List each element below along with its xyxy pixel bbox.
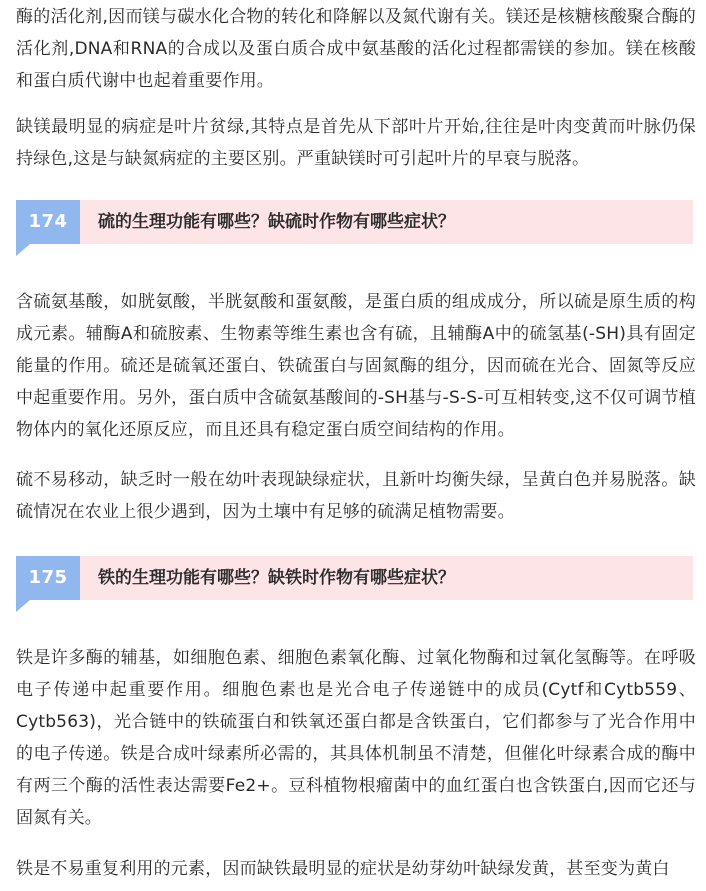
paragraph-magnesium-function: 酶的活化剂,因而镁与碳水化合物的转化和降解以及氮代谢有关。镁还是核糖核酸聚合酶的活化剂,DNA和RNA的合成以及蛋白质合成中氨基酸的活化过程都需镁的参加。镁在核酸和蛋白质代谢中也起着重要作用。 <box>16 7 696 91</box>
question-header-174 <box>16 200 693 244</box>
paragraph-iron-function: 铁是许多酶的辅基，如细胞色素、细胞色素氧化酶、过氧化物酶和过氧化氢酶等。在呼吸电子传递中起重要作用。细胞色素也是光合电子传递链中的成员(Cytf和Cytb559、Cytb563)，光合链中的铁硫蛋白和铁氧还蛋白都是含铁蛋白，它们都参与了光合作用中的电子传递。铁是合成叶绿素所必需的，其具体机制虽不清楚，但催化叶绿素合成的酶中有两三个酶的活性表达需要Fe2+。豆科植物根瘤菌中的血红蛋白也含铁蛋白,因而它还与固氮有关。 <box>16 648 696 828</box>
badge-tail-decoration <box>16 600 30 612</box>
question-title: 硫的生理功能有哪些？缺硫时作物有哪些症状？ <box>98 212 455 232</box>
question-header-175 <box>16 556 693 600</box>
paragraph-iron-deficiency: 铁是不易重复利用的元素，因而缺铁最明显的症状是幼芽幼叶缺绿发黄，甚至变为黄白 <box>16 859 670 879</box>
question-title: 铁的生理功能有哪些？缺铁时作物有哪些症状？ <box>98 568 455 588</box>
paragraph-magnesium-deficiency: 缺镁最明显的病症是叶片贫绿,其特点是首先从下部叶片开始,往往是叶肉变黄而叶脉仍保持绿色,这是与缺氮病症的主要区别。严重缺镁时可引起叶片的早衰与脱落。 <box>16 117 696 169</box>
paragraph-sulfur-function: 含硫氨基酸，如胱氨酸，半胱氨酸和蛋氨酸，是蛋白质的组成成分，所以硫是原生质的构成元素。辅酶A和硫胺素、生物素等维生素也含有硫，且辅酶A中的硫氢基(-SH)具有固定能量的作用。硫还是硫氧还蛋白、铁硫蛋白与固氮酶的组分，因而硫在光合、固氮等反应中起重要作用。另外，蛋白质中含硫氨基酸间的-SH基与-S-S-可互相转变,这不仅可调节植物体内的氧化还原反应，而且还具有稳定蛋白质空间结构的作用。 <box>16 292 696 440</box>
question-number-badge: 174 <box>16 200 80 244</box>
question-number-badge: 175 <box>16 556 80 600</box>
paragraph-sulfur-deficiency: 硫不易移动，缺乏时一般在幼叶表现缺绿症状，且新叶均衡失绿，呈黄白色并易脱落。缺硫情况在农业上很少遇到，因为土壤中有足够的硫满足植物需要。 <box>16 470 696 522</box>
badge-tail-decoration <box>16 244 30 256</box>
